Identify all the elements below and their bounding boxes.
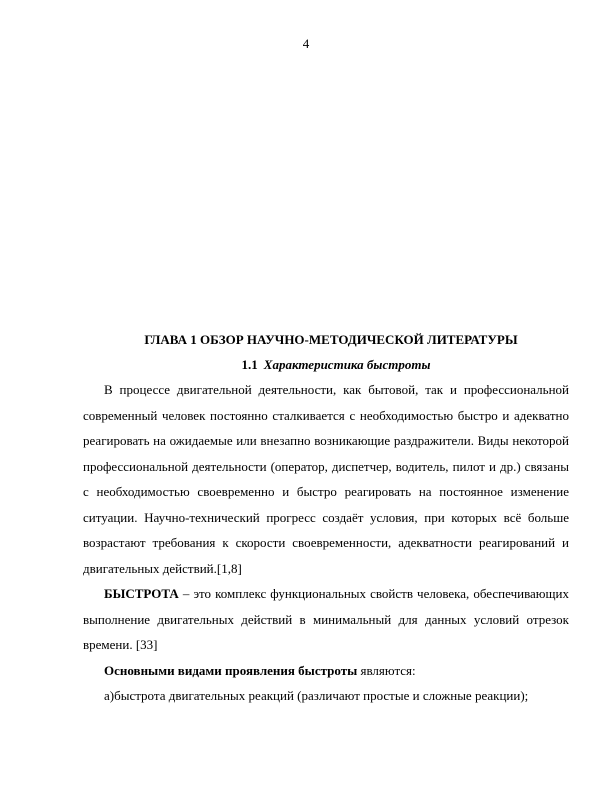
section-number: 1.1: [241, 357, 258, 372]
paragraph-types: [83, 658, 569, 684]
section-title: [83, 352, 569, 377]
paragraph-definition: [83, 581, 569, 658]
page-number: 4: [302, 36, 310, 51]
types-intro-text: являются:: [357, 662, 416, 678]
list-item-a: а)быстрота двигательных реакций (различают простые и сложные реакции);: [104, 688, 529, 703]
section-title-text: Характеристика быстроты: [263, 357, 431, 372]
definition-text: – это комплекс функциональных свойств человека, обеспечивающих выполнение двигательных действий в минимальный для данных условий отрезок времени. [33]: [83, 586, 569, 652]
chapter-title: ГЛАВА 1 ОБЗОР НАУЧНО-МЕТОДИЧЕСКОЙ ЛИТЕРАТУРЫ: [144, 332, 518, 347]
paragraph-intro: В процессе двигательной деятельности, как бытовой, так и профессиональной современный человек постоянно сталкивается с необходимостью быстро и адекватно реагировать на ожидаемые или внезапно возникающие раздражители. Виды некоторой профессиональной деятельности (оператор, диспетчер, водитель, пилот и др.) связаны с необходимостью своевременно и быстро реагировать на постоянное изменение ситуации. Научно-технический прогресс создаёт условия, при которых всё больше возрастают требования к скорости своевременности, адекватности реагирований и двигательных действий.[1,8]: [83, 382, 569, 576]
document-body: [83, 327, 569, 709]
term-bystrota: БЫСТРОТА: [104, 586, 179, 601]
types-heading: Основными видами проявления быстроты: [104, 662, 358, 678]
